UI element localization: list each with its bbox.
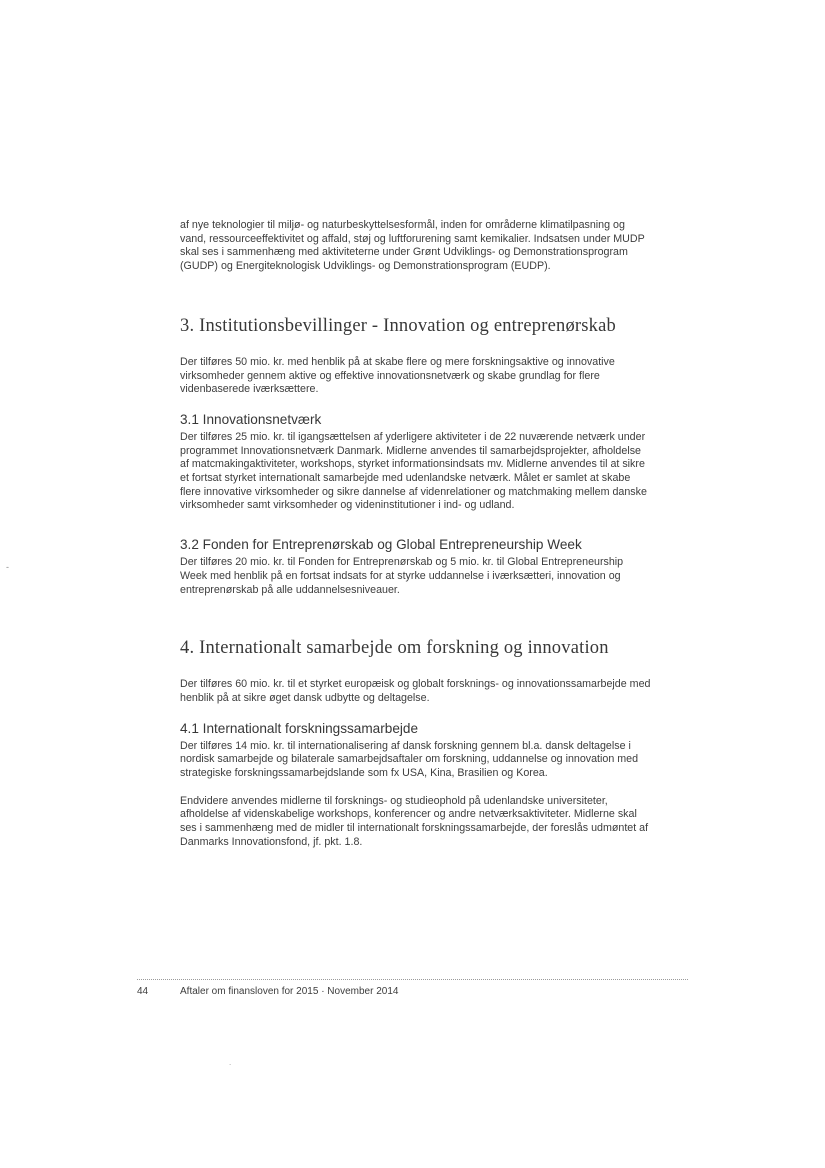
subsection-3-1-heading: 3.1 Innovationsnetværk bbox=[180, 411, 322, 427]
section-3-intro-paragraph: Der tilføres 50 mio. kr. med henblik på at skabe flere og mere forskningsaktive og innovative virksomheder gennem aktive og effektive innovationsnetværk og skabe grundlag for flere videnbaserede iværksættere. bbox=[180, 355, 615, 396]
section-4-heading: 4. Internationalt samarbejde om forskning og innovation bbox=[180, 638, 609, 659]
subsection-3-2-heading: 3.2 Fonden for Entreprenørskab og Global Entrepreneurship Week bbox=[180, 537, 582, 553]
subsection-4-1-heading: 4.1 Internationalt forskningssamarbejde bbox=[180, 720, 419, 736]
section-4-intro-paragraph: Der tilføres 60 mio. kr. til et styrket europæisk og globalt forsknings- og innovationssamarbejde med henblik på at sikre øget dansk udbytte og deltagelse. bbox=[180, 678, 651, 704]
subsection-4-1-body bbox=[180, 740, 652, 850]
subsection-4-1-paragraph-2: Endvidere anvendes midlerne til forsknings- og studieophold på udenlandske universiteter, afholdelse af videnskabelige workshops, konferencer og andre netværksaktiviteter. Midlerne skal ses i sammenhæng med de midler til internationalt forskningssamarbejde, der foreslås udmøntet af Danmarks Innovationsfond, jf. pkt. 1.8. bbox=[180, 794, 649, 848]
subsection-4-1-paragraph-1: Der tilføres 14 mio. kr. til internationalisering af dansk forskning gennem bl.a. dansk deltagelse i nordisk samarbejde og bilaterale samarbejdsaftaler om forskning, uddannelse og innovation med strategiske forskningssamarbejdslande som fx USA, Kina, Brasilien og Korea. bbox=[180, 739, 639, 780]
page-number: 44 bbox=[137, 986, 149, 997]
subsection-3-2-paragraph: Der tilføres 20 mio. kr. til Fonden for Entreprenørskab og 5 mio. kr. til Global Entrepreneurship Week med henblik på en fortsat indsats for at styrke uddannelse i iværksætteri, innovation og entreprenørskab på alle uddannelsesniveauer. bbox=[180, 556, 624, 596]
subsection-3-1-paragraph: Der tilføres 25 mio. kr. til igangsættelsen af yderligere aktiviteter i de 22 nuværende netværk under programmet Innovationsnetværk Danmark. Midlerne anvendes til samarbejdsprojekter, afholdelse af matcmakingaktiviteter, workshops, styrket informationsindsats mv. Midlerne anvendes til at sikre et fortsat styrket internationalt samarbejde med udenlandske netværk. Målet er samlet at skabe flere innovative virksomheder og sikre dannelse af videnrelationer og matchmaking mellem danske virksomheder samt virksomheder og videninstitutioner i ind- og udland. bbox=[180, 430, 647, 512]
continuation-paragraph: af nye teknologier til miljø- og naturbeskyttelsesformål, inden for områderne klimatilpasning og vand, ressourceeffektivitet og affald, støj og luftforurening samt kemikalier. Indsatsen under MUDP skal ses i sammenhæng med aktiviteterne under Grønt Udviklings- og Demonstrationsprogram (GUDP) og Energiteknologisk Udviklings- og Demonstrationsprogram (EUDP). bbox=[180, 219, 645, 273]
subsection-3-1-body bbox=[180, 431, 652, 513]
page-footer bbox=[137, 979, 688, 998]
scan-artifact-dot: . bbox=[229, 1058, 232, 1067]
footer-text: Aftaler om finansloven for 2015 · November 2014 bbox=[180, 986, 399, 997]
subsection-3-2-body bbox=[180, 556, 652, 597]
page-content bbox=[180, 219, 652, 850]
scan-artifact-mark: - bbox=[6, 562, 9, 572]
section-3-heading: 3. Institutionsbevillinger - Innovation og entreprenørskab bbox=[180, 315, 616, 336]
